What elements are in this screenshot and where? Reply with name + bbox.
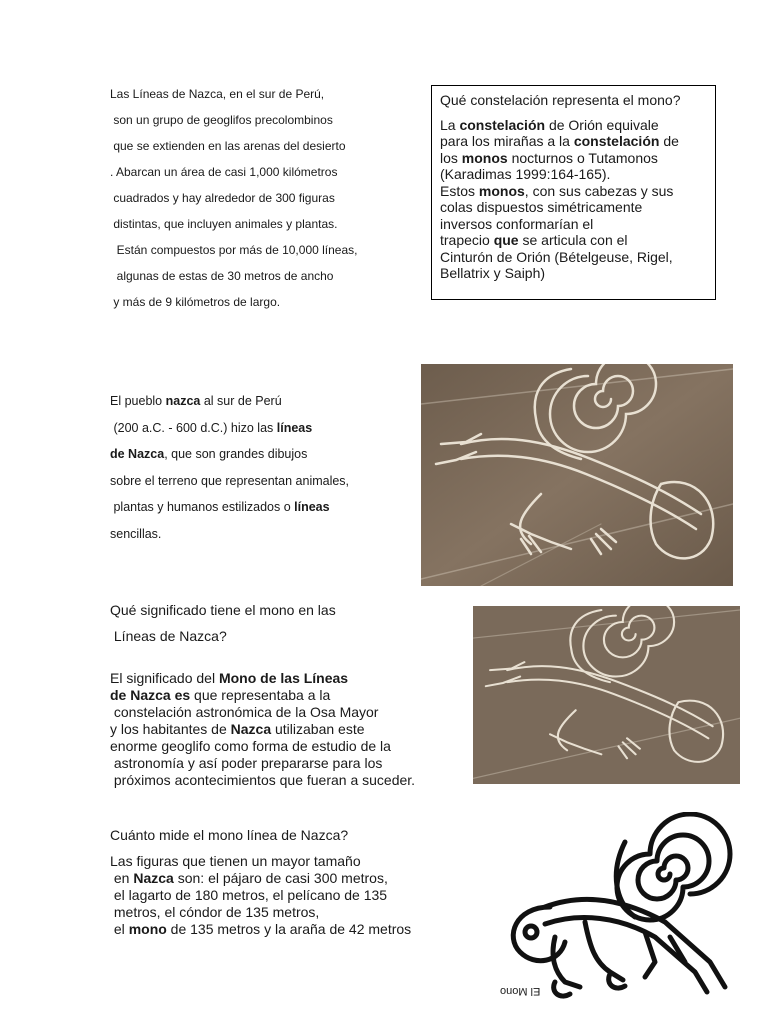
significado-question: Líneas de Nazca? [110,628,227,644]
mide-line: en Nazca son: el pájaro de casi 300 metros, [110,870,388,886]
box-line: inversos conformarían el [440,215,594,232]
pueblo-line: plantas y humanos estilizados o líneas [110,500,330,514]
intro-line: distintas, que incluyen animales y plantas. [110,217,338,231]
significado-line: enorme geoglifo como forma de estudio de la [110,738,391,754]
pueblo-line: sobre el terreno que representan animales, [110,473,350,488]
mide-line: Las figuras que tienen un mayor tamaño [110,853,361,869]
mide-question: Cuánto mide el mono línea de Nazca? [110,827,349,843]
box-line: Bellatrix y Saiph) [440,265,546,281]
significado-line: de Nazca es que representaba a la [110,687,331,703]
box-line: para los mirañas a la constelación de [440,133,679,149]
monkey-drawing [495,812,767,1002]
intro-line: . Abarcan un área de casi 1,000 kilómetros [110,165,338,179]
constellation-box [431,85,716,300]
box-line: trapecio que se articula con el [440,232,628,248]
intro-line: y más de 9 kilómetros de largo. [110,295,281,309]
intro-paragraph [110,87,357,321]
mide-line: el lagarto de 180 metros, el pelícano de 135 [110,887,388,903]
mide-line: el mono de 135 metros y la araña de 42 metros [110,921,412,937]
monkey-geoglyph-photo-2 [473,606,740,784]
pueblo-line: sencillas. [110,526,162,541]
box-line: los monos nocturnos o Tutamonos [440,149,658,166]
significado-line: constelación astronómica de la Osa Mayor [110,704,379,720]
significado-line: y los habitantes de Nazca utilizaban este [110,721,365,737]
intro-line: algunas de estas de 30 metros de ancho [110,269,334,283]
significado-section [110,602,415,789]
intro-line: Están compuestos por más de 10,000 líneas, [110,243,358,257]
box-line: colas dispuestos simétricamente [440,199,643,215]
intro-line: son un grupo de geoglifos precolombinos [110,113,333,127]
significado-line: El significado del Mono de las Líneas [110,670,349,686]
box-line: Estos monos, con sus cabezas y sus [440,182,674,199]
intro-line: Las Líneas de Nazca, en el sur de Perú, [110,87,325,101]
significado-line: astronomía y así poder prepararse para los [110,755,383,771]
significado-line: próximos acontecimientos que fueran a suceder. [110,772,416,788]
intro-line: cuadrados y hay alrededor de 300 figuras [110,191,335,205]
monkey-geoglyph-photo [421,364,733,586]
mide-line: metros, el cóndor de 135 metros, [110,904,320,920]
mide-section [110,827,411,938]
pueblo-line: (200 a.C. - 600 d.C.) hizo las líneas [110,420,313,435]
significado-question: Qué significado tiene el mono en las [110,602,336,618]
drawing-caption: El Mono [500,985,541,997]
box-line: Cinturón de Orión (Bételgeuse, Rigel, [440,248,673,265]
box-line: (Karadimas 1999:164-165). [440,166,611,182]
pueblo-line: de Nazca, que son grandes dibujos [110,447,308,461]
box-line: La constelación de Orión equivale [440,116,659,133]
box-title: Qué constelación representa el mono? [440,92,681,108]
pueblo-line: El pueblo nazca al sur de Perú [110,394,282,408]
intro-line: que se extienden en las arenas del desierto [110,139,346,153]
pueblo-paragraph [110,394,349,553]
